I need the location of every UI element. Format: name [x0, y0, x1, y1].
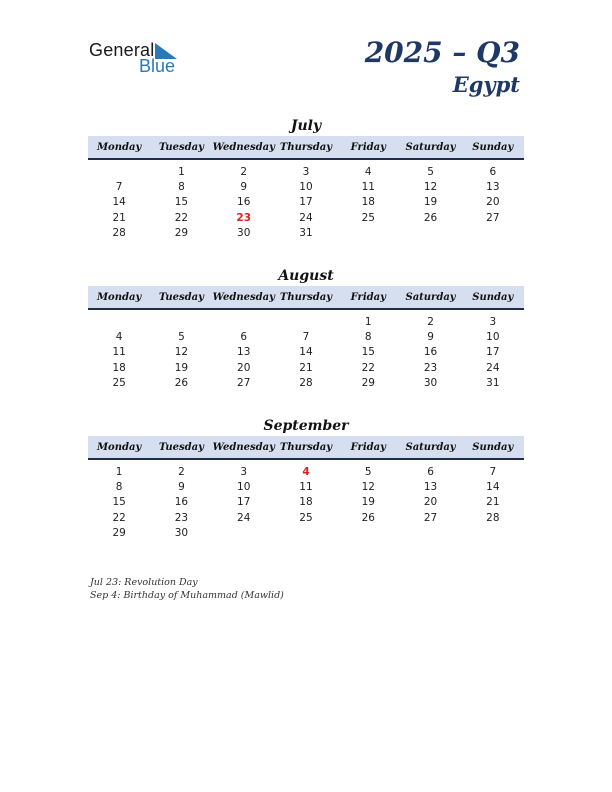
day-cell: 16	[174, 496, 189, 509]
day-cell: 17	[299, 196, 313, 209]
day-cell: 4	[364, 165, 372, 178]
generalblue-logo	[89, 40, 189, 80]
day-cell: 7	[489, 465, 497, 478]
day-cell: 6	[427, 465, 434, 478]
day-cell: 15	[361, 346, 375, 359]
day-cell: 2	[178, 465, 185, 478]
day-cell: 31	[486, 376, 500, 389]
day-cell: 27	[237, 376, 251, 389]
week-row	[88, 479, 524, 494]
weekday-label: Wednesday	[212, 141, 275, 153]
day-cell: 4	[302, 465, 310, 478]
day-cell: 24	[299, 211, 313, 224]
day-cell: 6	[489, 165, 497, 178]
day-cell: 3	[240, 465, 248, 478]
quarter-title: 2025 – Q3	[364, 36, 520, 69]
day-cell: 23	[174, 511, 189, 524]
day-cell: 29	[174, 226, 189, 239]
week-row	[88, 225, 524, 240]
day-cell: 3	[489, 315, 497, 328]
week-row	[88, 195, 524, 210]
week-row	[88, 164, 524, 179]
day-cell: 7	[302, 330, 310, 343]
day-cell: 5	[364, 465, 372, 478]
day-cell: 1	[178, 165, 185, 178]
weekday-label: Friday	[350, 441, 386, 453]
day-cell: 19	[423, 196, 438, 209]
day-cell: 22	[174, 211, 189, 224]
week-row	[88, 464, 524, 479]
weekday-label: Wednesday	[212, 441, 275, 453]
day-cell: 28	[299, 376, 313, 389]
day-cell: 5	[427, 165, 434, 178]
weekday-header	[88, 286, 524, 310]
day-cell: 23	[236, 211, 252, 224]
day-cell: 10	[486, 330, 500, 343]
day-cell: 16	[423, 346, 438, 359]
day-cell: 1	[115, 465, 123, 478]
week-row	[88, 314, 524, 329]
day-cell: 8	[115, 480, 123, 493]
month-calendar-september	[88, 416, 524, 540]
day-cell: 28	[486, 511, 500, 524]
week-row	[88, 510, 524, 525]
day-cell: 28	[112, 226, 126, 239]
day-cell: 13	[237, 346, 251, 359]
day-cell: 9	[240, 180, 248, 193]
day-cell: 9	[178, 480, 185, 493]
day-cell: 17	[237, 496, 251, 509]
weekday-label: Tuesday	[158, 141, 204, 153]
weekday-label: Thursday	[279, 141, 333, 153]
holiday-note: Jul 23: Revolution Day	[90, 577, 198, 588]
logo-text-general: General	[89, 40, 155, 60]
month-name: September	[263, 418, 349, 434]
weekday-label: Wednesday	[212, 291, 275, 303]
day-cell: 20	[486, 196, 500, 209]
day-cell: 21	[299, 361, 313, 374]
day-cell: 26	[361, 511, 375, 524]
day-cell: 10	[237, 480, 251, 493]
day-cell: 30	[174, 526, 189, 539]
day-cell: 3	[302, 165, 310, 178]
day-cell: 24	[237, 511, 251, 524]
day-cell: 9	[427, 330, 434, 343]
day-cell: 2	[240, 165, 248, 178]
day-cell: 27	[486, 211, 500, 224]
weekday-label: Tuesday	[158, 441, 204, 453]
weekday-header	[88, 436, 524, 460]
weekday-label: Sunday	[472, 291, 514, 303]
month-name: July	[290, 118, 322, 134]
week-row	[88, 495, 524, 510]
day-cell: 21	[486, 496, 500, 509]
day-cell: 7	[115, 180, 123, 193]
week-row	[88, 329, 524, 344]
day-cell: 22	[112, 511, 126, 524]
day-cell: 29	[361, 376, 375, 389]
day-cell: 25	[299, 511, 313, 524]
day-cell: 13	[486, 180, 500, 193]
day-cell: 26	[174, 376, 189, 389]
weekday-label: Thursday	[279, 441, 333, 453]
weekday-label: Monday	[96, 291, 142, 303]
day-cell: 22	[361, 361, 375, 374]
day-cell: 12	[361, 480, 375, 493]
day-cell: 8	[178, 180, 185, 193]
day-cell: 4	[115, 330, 123, 343]
week-row	[88, 375, 524, 390]
day-cell: 15	[112, 496, 126, 509]
week-row	[88, 360, 524, 375]
day-cell: 11	[112, 346, 126, 359]
week-row	[88, 179, 524, 194]
holiday-notes	[90, 576, 284, 602]
month-calendar-july	[88, 116, 524, 240]
day-cell: 26	[423, 211, 438, 224]
day-cell: 21	[112, 211, 126, 224]
day-cell: 10	[299, 180, 313, 193]
day-cell: 30	[423, 376, 438, 389]
day-cell: 18	[361, 196, 375, 209]
day-cell: 13	[423, 480, 438, 493]
day-cell: 30	[237, 226, 251, 239]
weekday-label: Friday	[350, 141, 386, 153]
day-cell: 11	[361, 180, 375, 193]
weekday-label: Saturday	[405, 141, 456, 153]
day-cell: 15	[174, 196, 189, 209]
day-cell: 12	[423, 180, 438, 193]
holiday-note: Sep 4: Birthday of Muhammad (Mawlid)	[90, 590, 284, 601]
day-cell: 8	[364, 330, 372, 343]
month-calendar-august	[88, 266, 524, 390]
page-title	[365, 36, 520, 100]
day-cell: 17	[486, 346, 500, 359]
day-cell: 24	[486, 361, 500, 374]
week-row	[88, 210, 524, 225]
day-cell: 16	[237, 196, 251, 209]
day-cell: 14	[486, 480, 500, 493]
weekday-label: Sunday	[472, 441, 514, 453]
weekday-label: Sunday	[472, 141, 514, 153]
day-cell: 29	[112, 526, 126, 539]
weekday-label: Friday	[350, 291, 386, 303]
day-cell: 14	[299, 346, 313, 359]
weekday-label: Thursday	[279, 291, 333, 303]
weekday-label: Saturday	[405, 291, 456, 303]
day-cell: 6	[240, 330, 248, 343]
day-cell: 19	[174, 361, 189, 374]
day-cell: 11	[299, 480, 313, 493]
day-cell: 20	[237, 361, 251, 374]
week-row	[88, 525, 524, 540]
weekday-header	[88, 136, 524, 160]
logo-text-blue: Blue	[139, 56, 176, 76]
weekday-label: Monday	[96, 141, 142, 153]
weekday-label: Saturday	[405, 441, 456, 453]
day-cell: 5	[178, 330, 185, 343]
day-cell: 25	[361, 211, 375, 224]
week-row	[88, 345, 524, 360]
day-cell: 20	[423, 496, 438, 509]
day-cell: 25	[112, 376, 126, 389]
month-name: August	[278, 268, 334, 284]
day-cell: 14	[112, 196, 126, 209]
day-cell: 27	[423, 511, 438, 524]
day-cell: 31	[299, 226, 313, 239]
day-cell: 23	[423, 361, 438, 374]
country-title: Egypt	[452, 72, 520, 97]
day-cell: 18	[112, 361, 126, 374]
weekday-label: Tuesday	[158, 291, 204, 303]
day-cell: 19	[361, 496, 375, 509]
day-cell: 18	[299, 496, 313, 509]
day-cell: 2	[427, 315, 434, 328]
weekday-label: Monday	[96, 441, 142, 453]
day-cell: 1	[364, 315, 372, 328]
day-cell: 12	[174, 346, 189, 359]
